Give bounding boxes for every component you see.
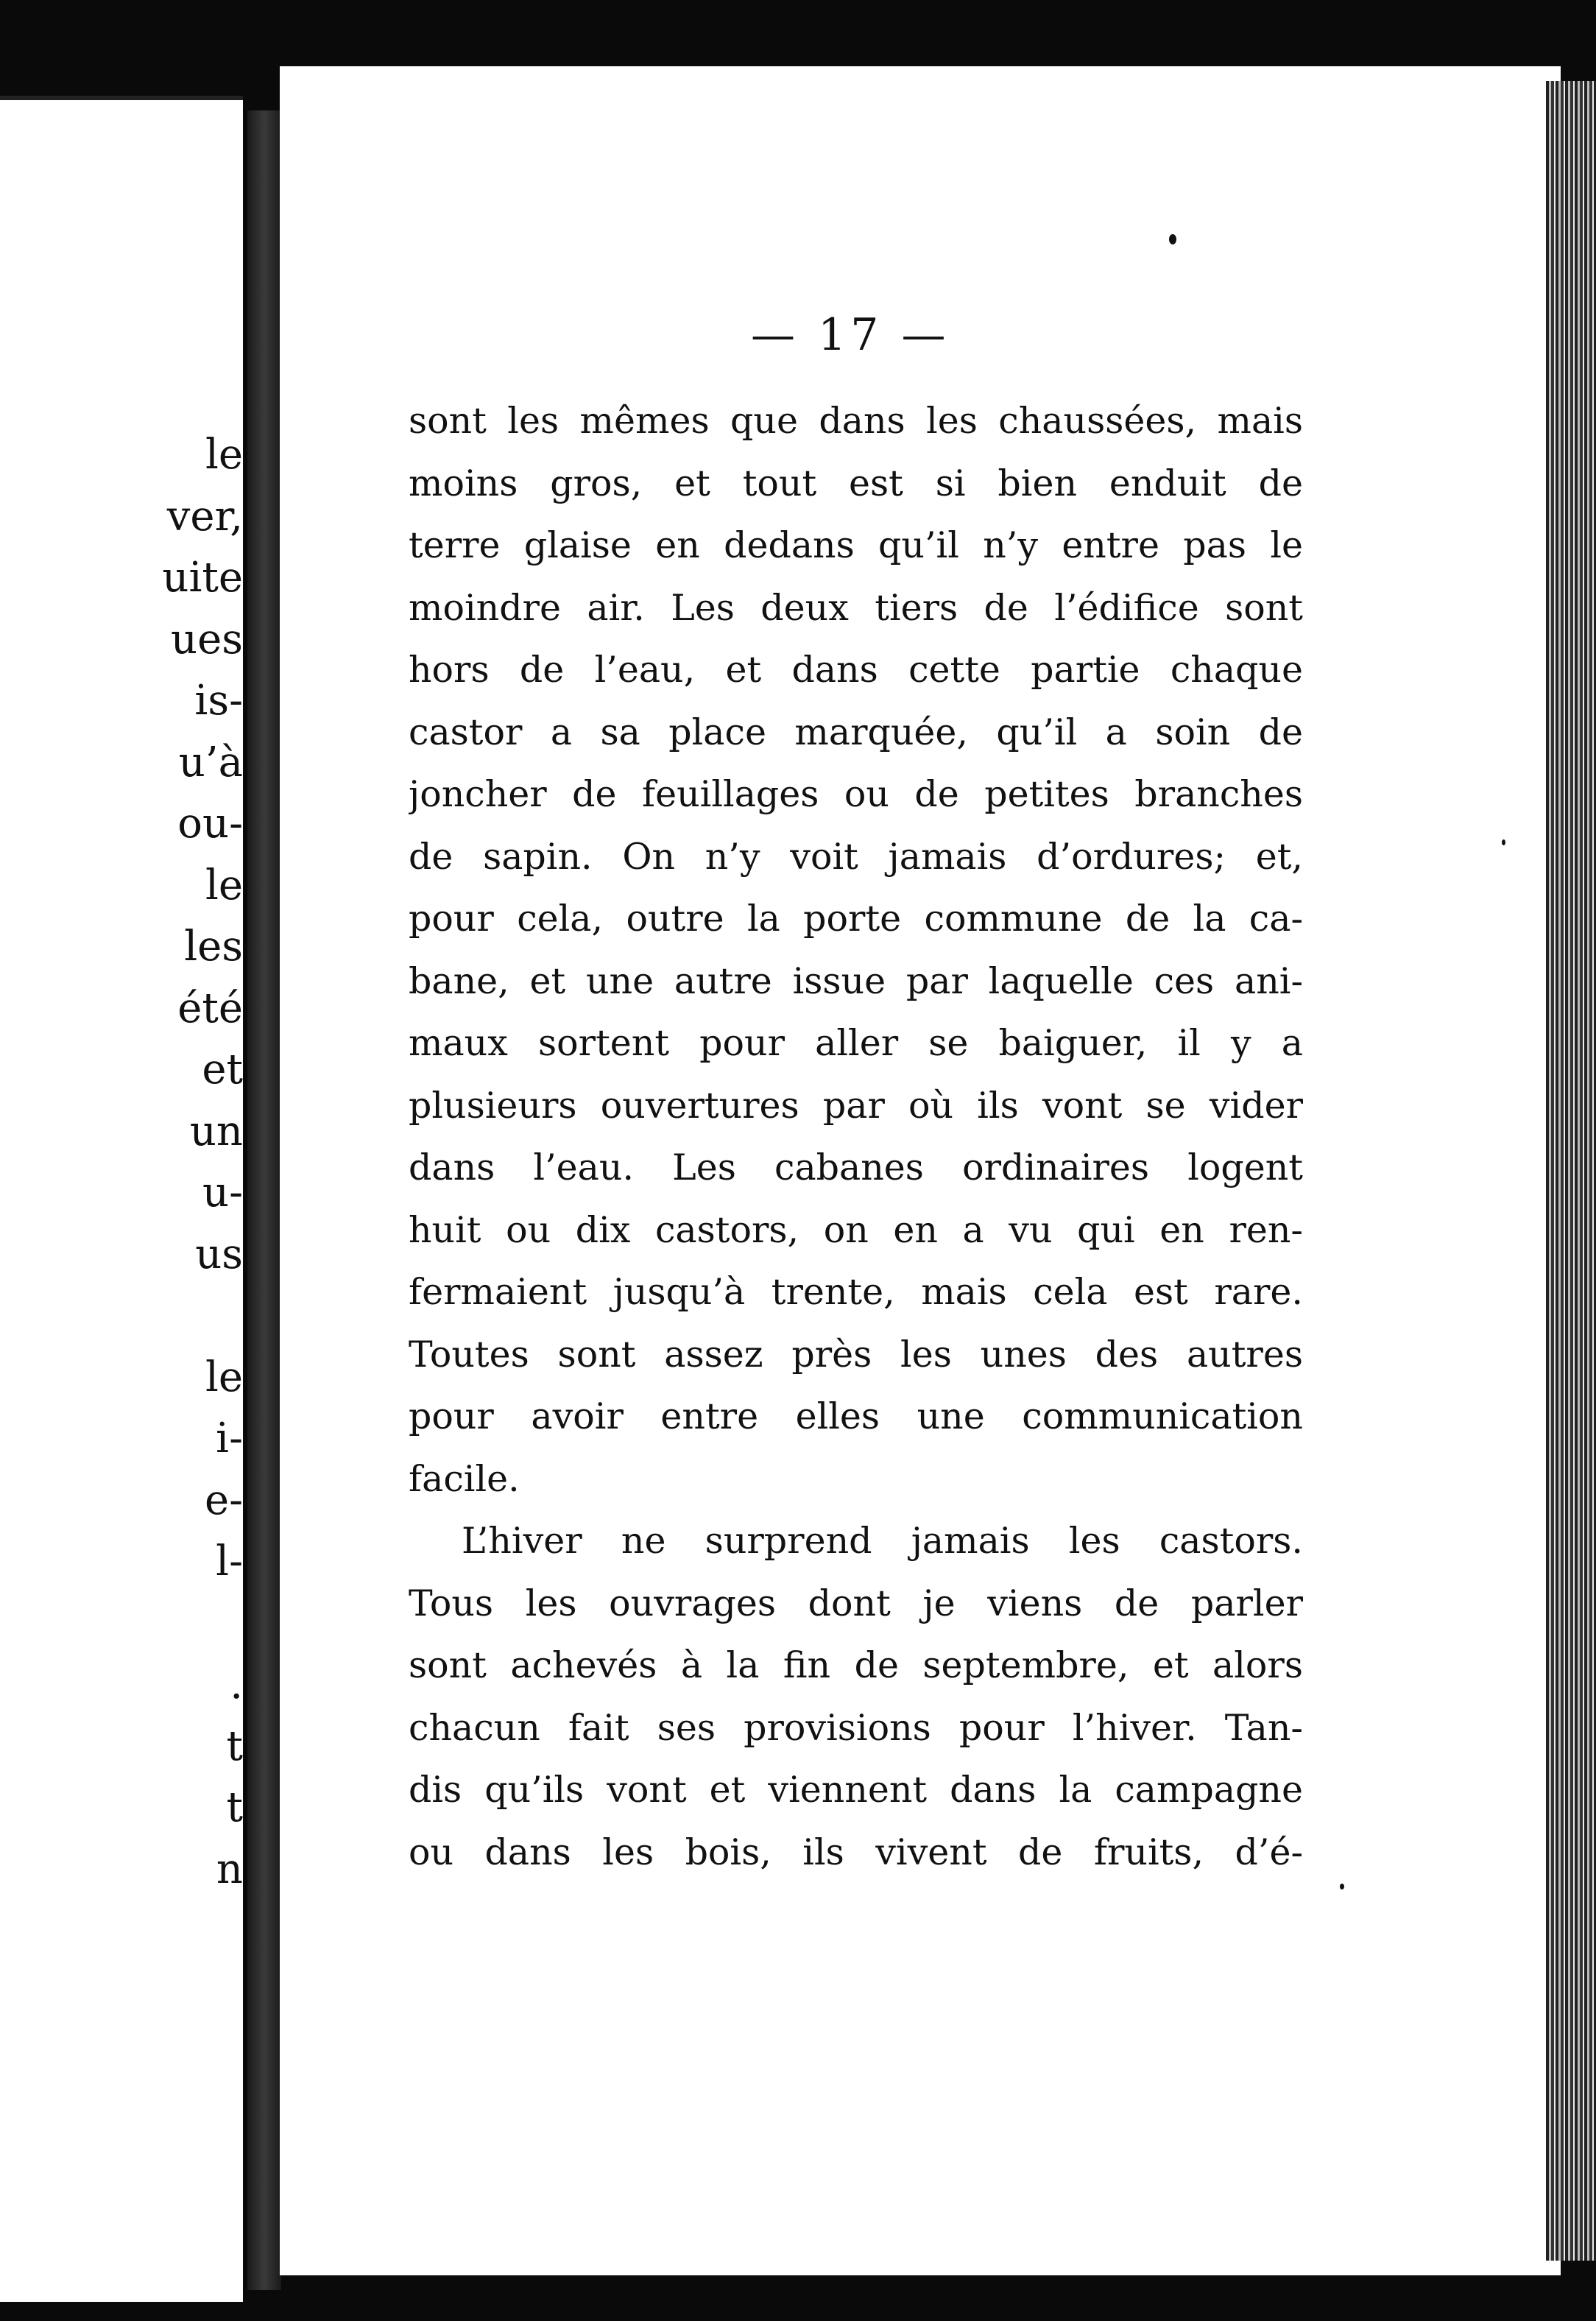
text-line: hors de l’eau, et dans cette partie chaque xyxy=(409,649,1303,691)
text-line: plusieurs ouvertures par où ils vont se vider xyxy=(409,1084,1303,1127)
facing-page-fragment: t xyxy=(226,1722,243,1770)
text-line: pour cela, outre la porte commune de la ca- xyxy=(409,898,1303,940)
facing-page-fragment: le xyxy=(205,861,243,909)
text-line: maux sortent pour aller se baiguer, il y a xyxy=(409,1022,1303,1064)
facing-page-fragment: e- xyxy=(204,1476,243,1524)
text-line: joncher de feuillages ou de petites branches xyxy=(409,773,1303,815)
paragraph xyxy=(409,1510,1303,1884)
text-line: L’hiver ne surprend jamais les castors. xyxy=(462,1520,1303,1562)
facing-page-fragment: u’à xyxy=(178,738,243,786)
text-line: castor a sa place marquée, qu’il a soin de xyxy=(409,711,1303,753)
facing-page-fragment: u- xyxy=(202,1169,243,1216)
facing-page-fragment: t xyxy=(226,1783,243,1831)
text-line: ou dans les bois, ils vivent de fruits, d’é- xyxy=(409,1831,1303,1873)
text-line: sont achevés à la fin de septembre, et alors xyxy=(409,1644,1303,1686)
paragraph xyxy=(409,390,1303,1510)
page-number: — 17 — xyxy=(751,309,950,361)
ink-speck xyxy=(1502,839,1505,845)
text-line: Tous les ouvrages dont je viens de parler xyxy=(409,1582,1303,1624)
book-gutter xyxy=(247,110,281,2290)
facing-page-fragment: n xyxy=(216,1845,243,1893)
text-line: sont les mêmes que dans les chaussées, mais xyxy=(409,400,1303,442)
facing-page-fragment: ou- xyxy=(177,800,243,848)
facing-page-fragment: été xyxy=(177,984,243,1032)
facing-page-fragment: le xyxy=(205,431,243,479)
page-body-text xyxy=(409,390,1303,1884)
ink-speck xyxy=(1169,234,1176,244)
page-edges xyxy=(1546,81,1596,2261)
text-line: pour avoir entre elles une communication xyxy=(409,1395,1303,1437)
facing-page-fragment: les xyxy=(184,923,243,971)
text-line: bane, et une autre issue par laquelle ces ani- xyxy=(409,959,1303,1002)
text-line: moindre air. Les deux tiers de l’édifice sont xyxy=(409,586,1303,629)
text-line: Toutes sont assez près les unes des autres xyxy=(409,1333,1303,1376)
facing-page-left xyxy=(0,96,243,2302)
facing-page-fragment: i- xyxy=(216,1415,243,1462)
facing-page-fragment: uite xyxy=(162,554,243,602)
text-line: fermaient jusqu’à trente, mais cela est rare. xyxy=(409,1271,1303,1313)
facing-page-fragment: ver, xyxy=(166,492,243,540)
facing-page-fragment: et xyxy=(202,1046,243,1093)
facing-page-text xyxy=(133,424,243,1900)
facing-page-fragment: un xyxy=(189,1107,243,1155)
text-line: chacun fait ses provisions pour l’hiver. Tan- xyxy=(409,1706,1303,1749)
facing-page-fragment: le xyxy=(205,1353,243,1401)
facing-page-fragment: l- xyxy=(216,1538,243,1585)
text-line: moins gros, et tout est si bien enduit de xyxy=(409,462,1303,504)
facing-page-fragment: . xyxy=(230,1660,243,1708)
ink-speck xyxy=(1340,1884,1344,1889)
text-line: de sapin. On n’y voit jamais d’ordures; et, xyxy=(409,835,1303,878)
text-line: dis qu’ils vont et viennent dans la campagne xyxy=(409,1769,1303,1811)
facing-page-fragment xyxy=(133,1285,243,1347)
text-line: facile. xyxy=(409,1457,520,1500)
facing-page-fragment: is- xyxy=(194,677,243,725)
facing-page-fragment: ues xyxy=(171,615,243,663)
text-line: terre glaise en dedans qu’il n’y entre pas le xyxy=(409,524,1303,566)
facing-page-fragment xyxy=(133,1593,243,1655)
text-line: dans l’eau. Les cabanes ordinaires logent xyxy=(409,1147,1303,1188)
text-line: huit ou dix castors, on en a vu qui en ren- xyxy=(409,1208,1303,1251)
facing-page-fragment: us xyxy=(195,1230,243,1278)
